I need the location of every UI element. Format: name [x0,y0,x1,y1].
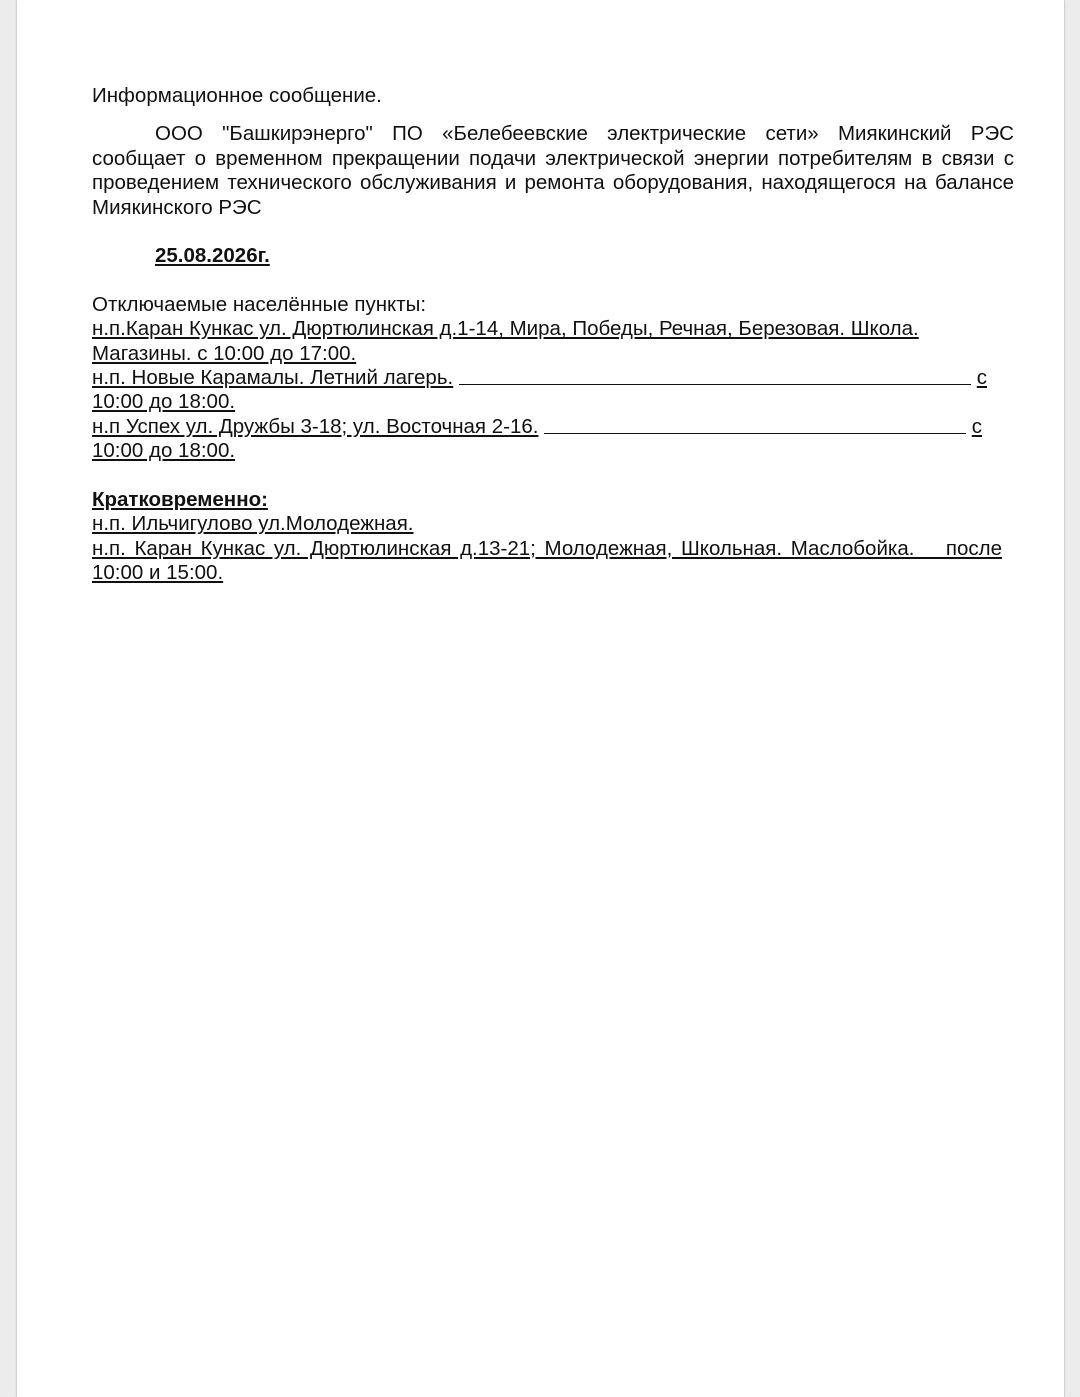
list-title: Отключаемые населённые пункты: [92,292,427,316]
document-heading: Информационное сообщение. [92,84,382,107]
underline-fill [544,432,965,434]
list-item-2-time: 10:00 до 18:00. [92,390,236,414]
document-content [92,84,1014,586]
list-item-3-place: н.п Успех ул. Дружбы 3-18; ул. Восточная 2-16. [92,414,539,438]
spacer [92,108,1014,122]
list-item-2-line-1 [92,366,987,390]
list-item-3-line-1 [92,415,982,439]
list-item-3-prefix: с [971,414,982,438]
spacer [92,268,1014,292]
short-item-1: н.п. Ильчигулово ул.Молодежная. [92,512,414,536]
list-item-1-line-1: н.п.Каран Кункас ул. Дюртюлинская д.1-14, Мира, Победы, Речная, Березовая. Школа. [92,317,919,341]
short-item-2-line-1: н.п. Каран Кункас ул. Дюртюлинская д.13-21; Молодежная, Школьная. Маслобойка.__ после [92,536,1002,560]
spacer [92,464,1014,488]
list-item-3-time: 10:00 до 18:00. [92,439,236,463]
list-item-2-place: н.п. Новые Карамалы. Летний лагерь. [92,366,454,390]
intro-paragraph: ООО "Башкирэнерго" ПО «Белебеевские электрические сети» Миякинский РЭС сообщает о временном прекращении подачи электрической энергии потребителям в связи с проведением технического обслуживания и ремонта оборудования, находящегося на балансе Миякинского РЭС [92,122,1014,219]
list-item-1-line-2: Магазины. с 10:00 до 17:00. [92,341,357,365]
short-item-2-line-2: 10:00 и 15:00. [92,561,224,585]
document-page [17,0,1064,1397]
outage-date: 25.08.2026г. [155,244,270,268]
underline-fill [459,383,971,385]
list-item-2-prefix: с [976,366,987,390]
short-term-title: Кратковременно: [92,488,268,512]
